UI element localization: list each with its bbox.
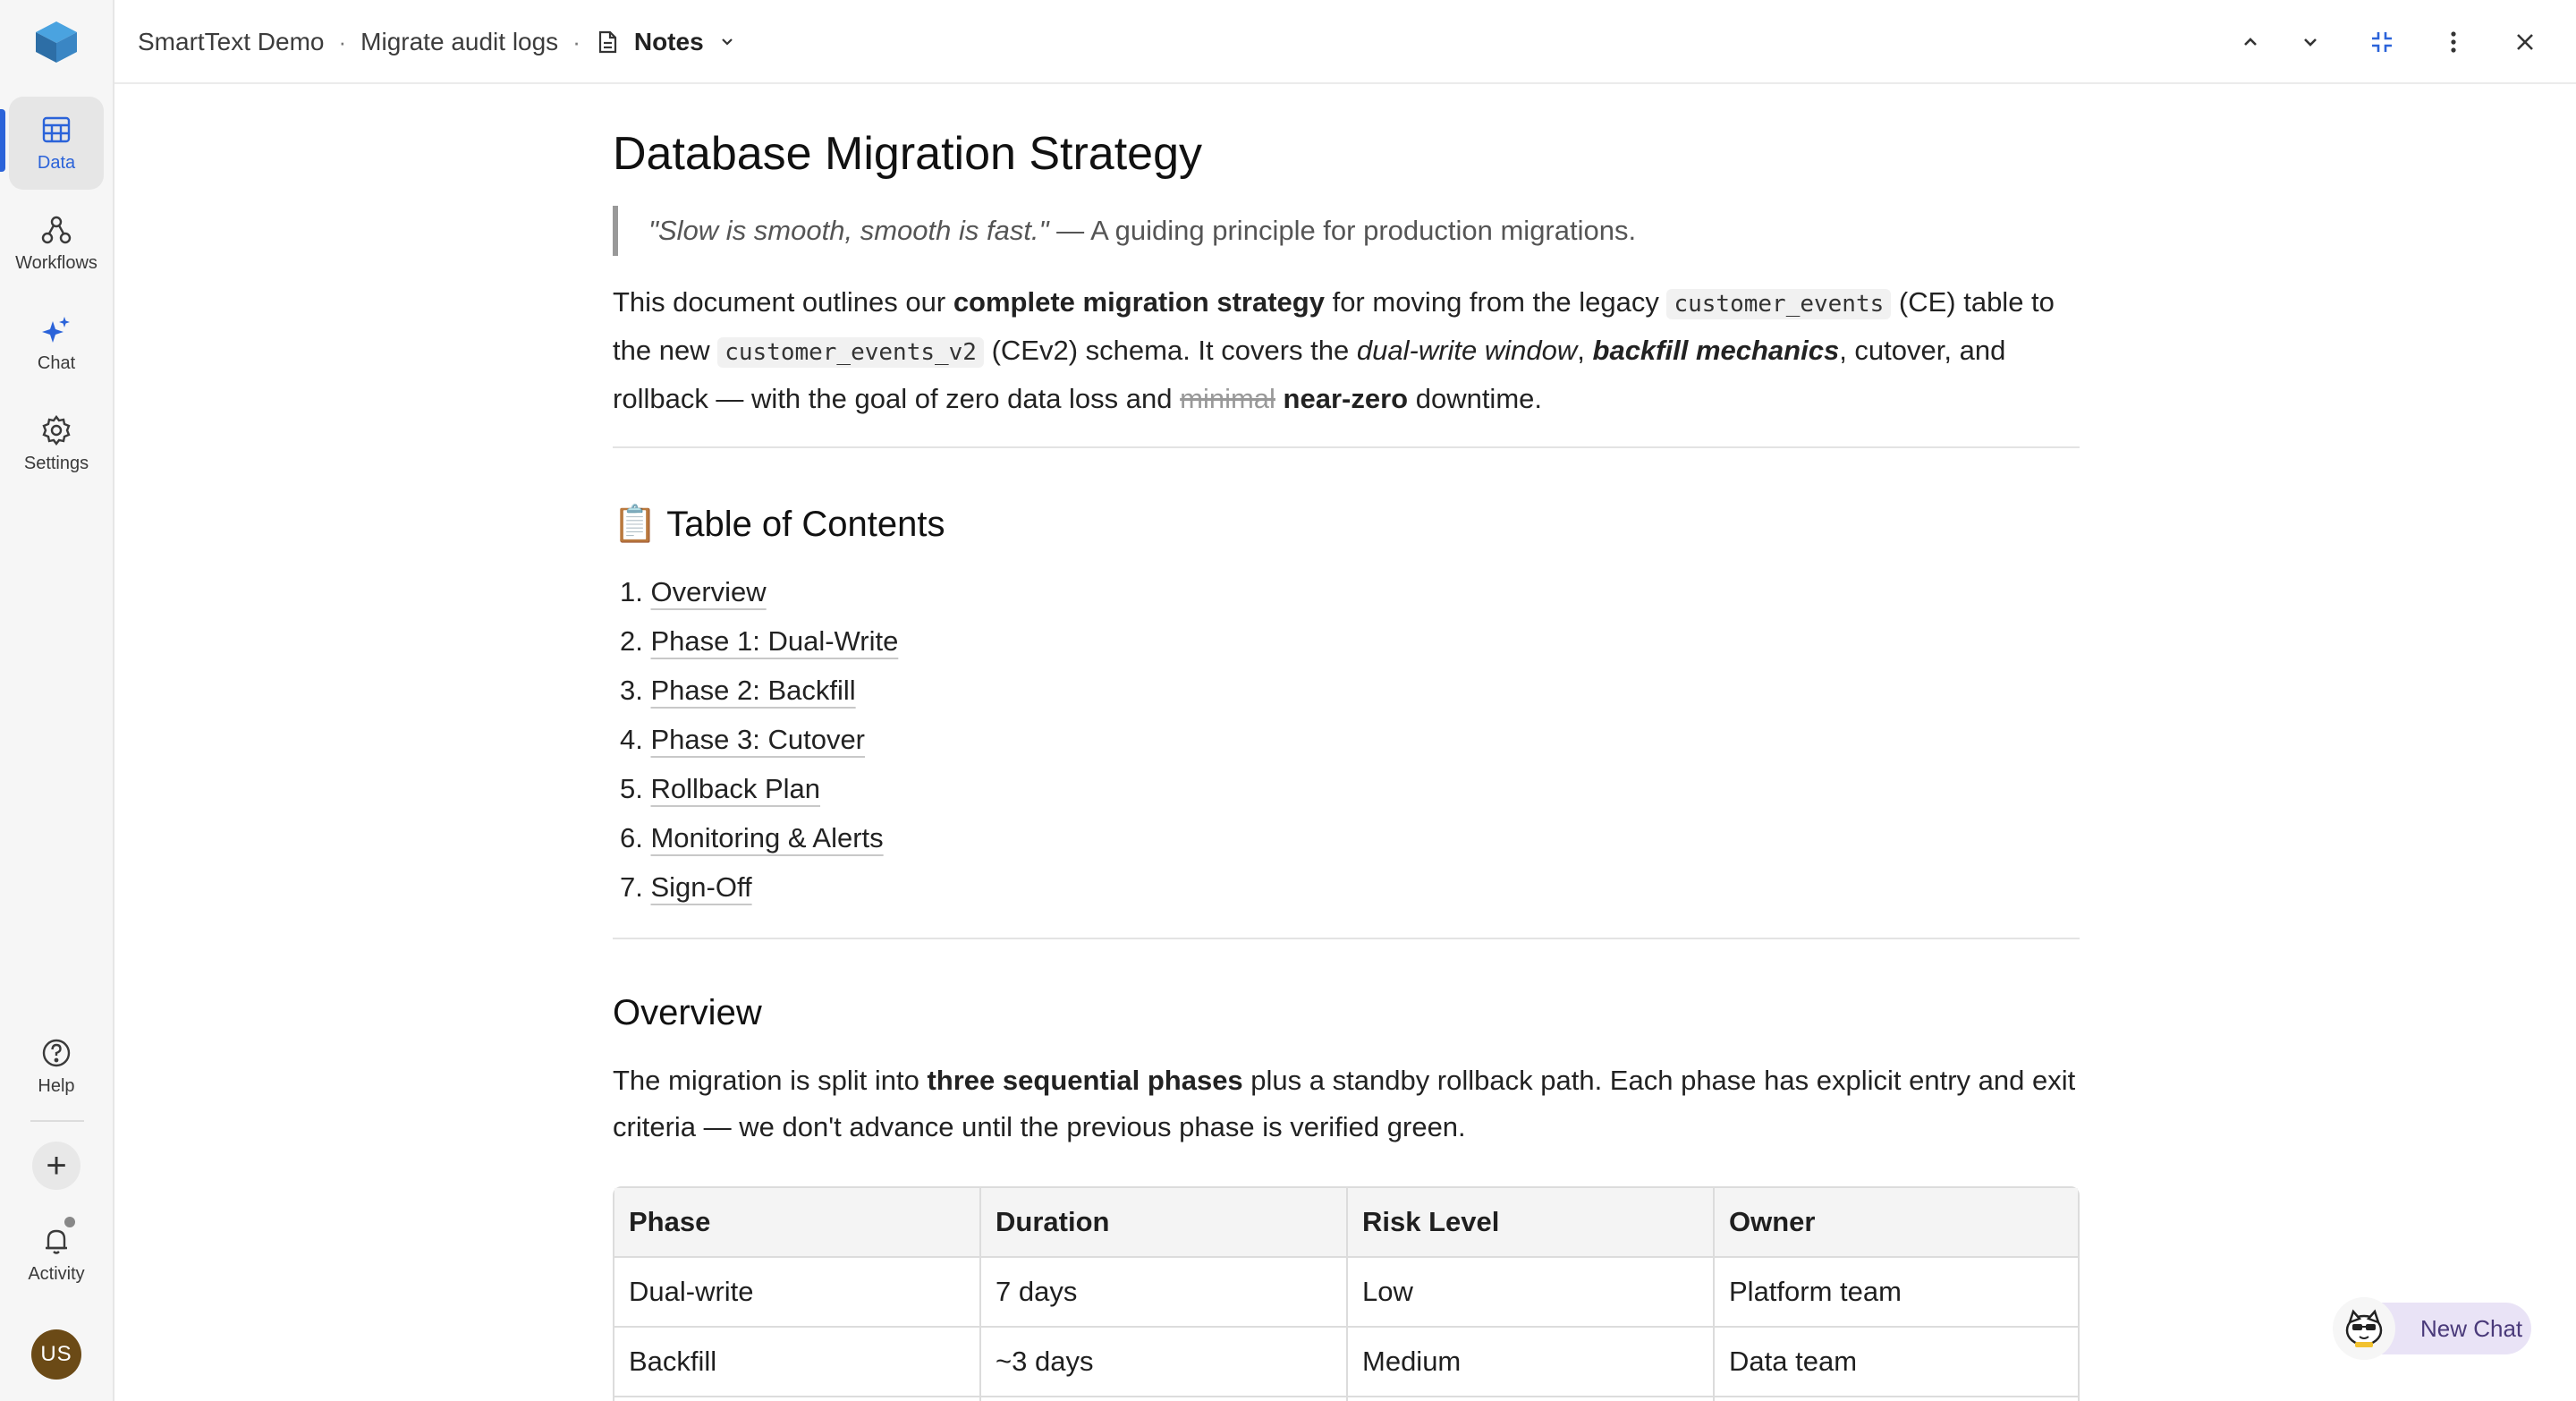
bell-icon [40,1225,72,1257]
breadcrumb-separator: · [338,28,347,55]
table-cell [1348,1397,1715,1401]
table-cell: Dual-write [614,1258,981,1328]
help-icon [40,1037,72,1069]
column-header: Duration [981,1188,1348,1258]
table-icon [40,114,72,146]
table-cell: ~3 days [981,1328,1348,1397]
sidebar-item-chat[interactable] [9,297,104,390]
top-bar [114,0,2576,84]
sidebar-item-label: Settings [23,453,89,473]
toc-link-overview[interactable]: Overview [650,576,767,607]
document-icon [595,30,620,55]
toc-number: 4. [620,724,643,755]
text-run: This document outlines our [613,286,953,318]
table-of-contents [620,567,898,912]
sidebar-item-workflows[interactable] [9,197,104,290]
table-cell: Medium [1348,1328,1715,1397]
table-cell [1715,1397,2078,1401]
divider [613,938,2080,939]
sidebar-item-label: Help [38,1075,75,1096]
mascot-icon [2333,1297,2395,1360]
toc-number: 3. [620,675,643,706]
notification-dot [64,1217,75,1227]
table-row [614,1258,2078,1328]
table-row [614,1397,2078,1401]
blockquote [613,206,1636,256]
toc-number: 2. [620,625,643,657]
breadcrumb-current[interactable]: Notes [633,28,704,55]
text-run: , [1577,335,1593,366]
toc-link-cutover[interactable]: Phase 3: Cutover [650,724,866,755]
bold-text: near-zero [1283,383,1409,414]
column-header: Phase [614,1188,981,1258]
toc-item [620,666,898,715]
toc-item [620,715,898,764]
toc-link-dual-write[interactable]: Phase 1: Dual-Write [650,625,899,657]
column-header: Risk Level [1348,1188,1715,1258]
toc-link-rollback[interactable]: Rollback Plan [650,773,821,804]
bold-text: complete migration strategy [953,286,1325,318]
sidebar-divider [30,1120,84,1122]
collapse-button[interactable] [2360,20,2404,64]
sidebar-item-data[interactable] [9,97,104,190]
more-options-button[interactable] [2431,20,2476,64]
sidebar-item-label: Data [37,152,76,173]
text-run: plus a standby rollback path. Each phase has explicit entry and exit criteria — we don't advance until the previous phase is verified green. [613,1065,2076,1142]
table-cell [981,1397,1348,1401]
previous-button[interactable] [2228,20,2273,64]
chevron-down-icon[interactable] [718,33,736,51]
table-row [614,1328,2078,1397]
toc-item [620,813,898,862]
text-run: for moving from the legacy [1324,286,1667,318]
text-run: (CE) table to the new [613,286,2055,366]
sidebar-item-label: Chat [37,352,76,373]
toc-link-monitoring[interactable]: Monitoring & Alerts [650,822,884,853]
avatar[interactable]: US [31,1329,81,1380]
overview-paragraph [613,1057,2080,1151]
table-cell: Data team [1715,1328,2078,1397]
divider [613,446,2080,448]
text-run: (CEv2) schema. It covers the [983,335,1357,366]
table-cell: Platform team [1715,1258,2078,1328]
toc-number: 5. [620,773,643,804]
table-cell [614,1397,981,1401]
text-run [1275,383,1284,414]
next-button[interactable] [2288,20,2333,64]
overview-heading: Overview [613,993,762,1032]
close-button[interactable] [2503,20,2547,64]
table-cell: 7 days [981,1258,1348,1328]
toc-number: 6. [620,822,643,853]
gear-icon [40,414,72,446]
breadcrumb [138,0,736,84]
sidebar-item-settings[interactable] [9,397,104,490]
bold-italic-text: backfill mechanics [1592,335,1840,366]
inline-code: customer_events_v2 [717,337,984,368]
new-chat-label: New Chat [2420,1314,2523,1342]
text-run: The migration is split into [613,1065,928,1096]
text-run: downtime. [1408,383,1542,414]
bold-text: three sequential phases [927,1065,1243,1096]
app-logo[interactable] [32,18,80,66]
sidebar-item-label: Activity [28,1263,85,1284]
toc-heading: 📋 Table of Contents [613,505,945,544]
toc-item [620,862,898,912]
collapse-icon [2368,29,2395,55]
toc-number: 1. [620,576,643,607]
chevron-down-icon [2297,29,2324,55]
italic-text: dual-write window [1356,335,1578,366]
toc-item [620,616,898,666]
sparkle-icon [40,314,72,346]
document-body [613,84,2080,1401]
intro-paragraph [613,279,2080,422]
breadcrumb-separator: · [572,28,580,55]
close-icon [2512,29,2538,55]
toc-number: 7. [620,871,643,903]
table-cell: Low [1348,1258,1715,1328]
toc-item [620,764,898,813]
new-chat-button[interactable] [2338,1303,2531,1354]
sidebar-item-help[interactable] [9,1020,104,1113]
text-run: , cutover, and rollback — with the goal of zero data loss and [613,335,2006,414]
sidebar-item-activity[interactable] [9,1208,104,1301]
quote-attribution: — A guiding principle for production migrations. [1048,215,1637,246]
workflow-icon [40,214,72,246]
chevron-up-icon [2237,29,2264,55]
active-indicator [0,109,5,172]
strikethrough-text: minimal [1180,383,1275,414]
inline-code: customer_events [1666,289,1891,319]
add-button[interactable] [32,1142,80,1190]
more-vertical-icon [2440,29,2467,55]
phases-table [613,1186,2080,1401]
toc-link-sign-off[interactable]: Sign-Off [650,871,752,903]
quote-text: "Slow is smooth, smooth is fast." [648,215,1049,246]
toc-item [620,567,898,616]
sidebar-item-label: Workflows [15,252,97,273]
breadcrumb-item[interactable]: SmartText Demo [138,28,325,55]
table-cell: Backfill [614,1328,981,1397]
column-header: Owner [1715,1188,2078,1258]
plus-icon: + [46,1145,67,1185]
sidebar [0,0,114,1401]
toc-link-backfill[interactable]: Phase 2: Backfill [650,675,856,706]
page-title: Database Migration Strategy [613,128,1203,180]
breadcrumb-item[interactable]: Migrate audit logs [360,28,559,55]
table-header-row [614,1188,2078,1258]
